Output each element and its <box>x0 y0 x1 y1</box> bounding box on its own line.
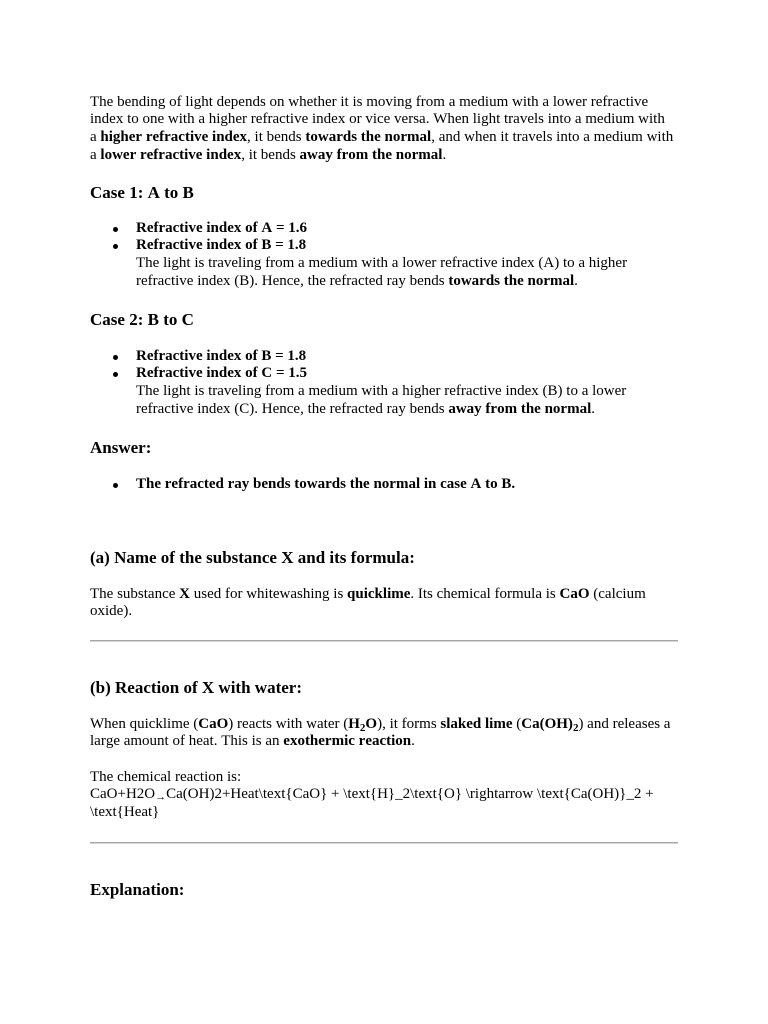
slaked-lime-formula-subscript: 2 <box>572 721 579 734</box>
part-b-heading: (b) Reaction of X with water: <box>90 678 302 697</box>
horizontal-divider <box>90 842 678 844</box>
list-item <box>136 476 674 494</box>
intro-emphasis-1: higher refractive index <box>100 128 248 145</box>
part-b-emphasis-1: CaO <box>198 715 229 732</box>
case1-note-emphasis: towards the normal <box>448 272 575 289</box>
reaction-rendered <box>90 786 259 802</box>
reaction-paragraph <box>90 769 674 822</box>
part-a-text-3: . Its chemical formula is <box>410 585 560 602</box>
reaction-latex-source: \text{CaO} + \text{H}_2\text{O} \rightarrow \text{Ca(OH)}_2 + \text{Heat} <box>90 786 654 820</box>
list-item <box>136 365 674 418</box>
part-a-heading: (a) Name of the substance X and its formula: <box>90 548 415 567</box>
water-formula-subscript: 2 <box>359 721 366 734</box>
slaked-lime-formula-base: Ca(OH) <box>521 715 573 732</box>
case2-note-emphasis: away from the normal <box>448 400 592 417</box>
case1-note-text: The light is traveling from a medium with a lower refractive index (A) to a higher refractive index (B). Hence, the refracted ray bends <box>136 254 628 289</box>
slaked-lime-formula <box>521 716 578 732</box>
part-b-paragraph <box>90 716 674 751</box>
water-formula <box>348 716 377 732</box>
part-b-text-4: ( <box>512 715 522 732</box>
water-formula-h: H <box>348 715 360 732</box>
list-item <box>136 220 674 238</box>
case2-item-c: Refractive index of C = 1.5 <box>136 365 308 382</box>
part-a-text-2: used for whitewashing is <box>189 585 348 602</box>
list-item <box>136 237 674 290</box>
case2-heading: Case 2: B to C <box>90 310 194 329</box>
part-a-emphasis-2: quicklime <box>347 585 411 602</box>
intro-emphasis-2: towards the normal <box>305 128 432 145</box>
intro-text-3: , and when it travels into a medium with a <box>90 128 674 163</box>
part-b-text-3: ), it forms <box>377 715 441 732</box>
reaction-lhs: CaO+H2O <box>90 786 156 803</box>
horizontal-divider <box>90 640 678 642</box>
part-b-text-6: . <box>411 733 415 750</box>
intro-paragraph <box>90 94 674 165</box>
part-b-text-5: ) and releases a large amount of heat. This is an <box>90 715 671 750</box>
reaction-label: The chemical reaction is: <box>90 768 242 785</box>
part-a-paragraph <box>90 586 674 621</box>
intro-text-1: The bending of light depends on whether it is moving from a medium with a lower refractive index to one with a higher refractive index or vice versa. When light travels into a medium with a <box>90 93 665 145</box>
part-a-emphasis-3: CaO <box>559 585 590 602</box>
intro-text-5: . <box>442 146 447 163</box>
reaction-rhs: Ca(OH)2+Heat <box>166 786 259 803</box>
case2-list <box>90 348 674 419</box>
case1-item-b: Refractive index of B = 1.8 <box>136 237 307 254</box>
list-item <box>136 348 674 366</box>
answer-item: The refracted ray bends towards the normal in case A to B. <box>136 475 516 492</box>
explanation-heading: Explanation: <box>90 880 185 899</box>
case1-heading: Case 1: A to B <box>90 183 194 202</box>
part-a-text-1: The substance <box>90 585 180 602</box>
reaction-arrow-icon: → <box>155 791 167 804</box>
part-b-emphasis-5: exothermic reaction <box>283 733 412 750</box>
intro-emphasis-3: lower refractive index <box>100 146 242 163</box>
intro-emphasis-4: away from the normal <box>299 146 443 163</box>
case2-item-b: Refractive index of B = 1.8 <box>136 347 307 364</box>
part-b-text-1: When quicklime ( <box>90 715 199 732</box>
water-formula-o: O <box>365 715 378 732</box>
part-a-text-4: (calcium oxide). <box>90 585 646 620</box>
case1-note-end: . <box>574 272 578 289</box>
part-b-emphasis-3: slaked lime <box>440 715 513 732</box>
case2-note-end: . <box>591 400 595 417</box>
case1-item-a: Refractive index of A = 1.6 <box>136 219 308 236</box>
part-b-text-2: ) reacts with water ( <box>228 715 349 732</box>
answer-list <box>90 476 674 494</box>
answer-heading: Answer: <box>90 438 152 457</box>
intro-text-4: , it bends <box>241 146 300 163</box>
case1-list <box>90 220 674 291</box>
intro-text-2: , it bends <box>247 128 306 145</box>
part-a-emphasis-1: X <box>179 585 190 602</box>
case2-note-text: The light is traveling from a medium with a higher refractive index (B) to a lower refractive index (C). Hence, the refracted ray bends <box>136 382 627 417</box>
